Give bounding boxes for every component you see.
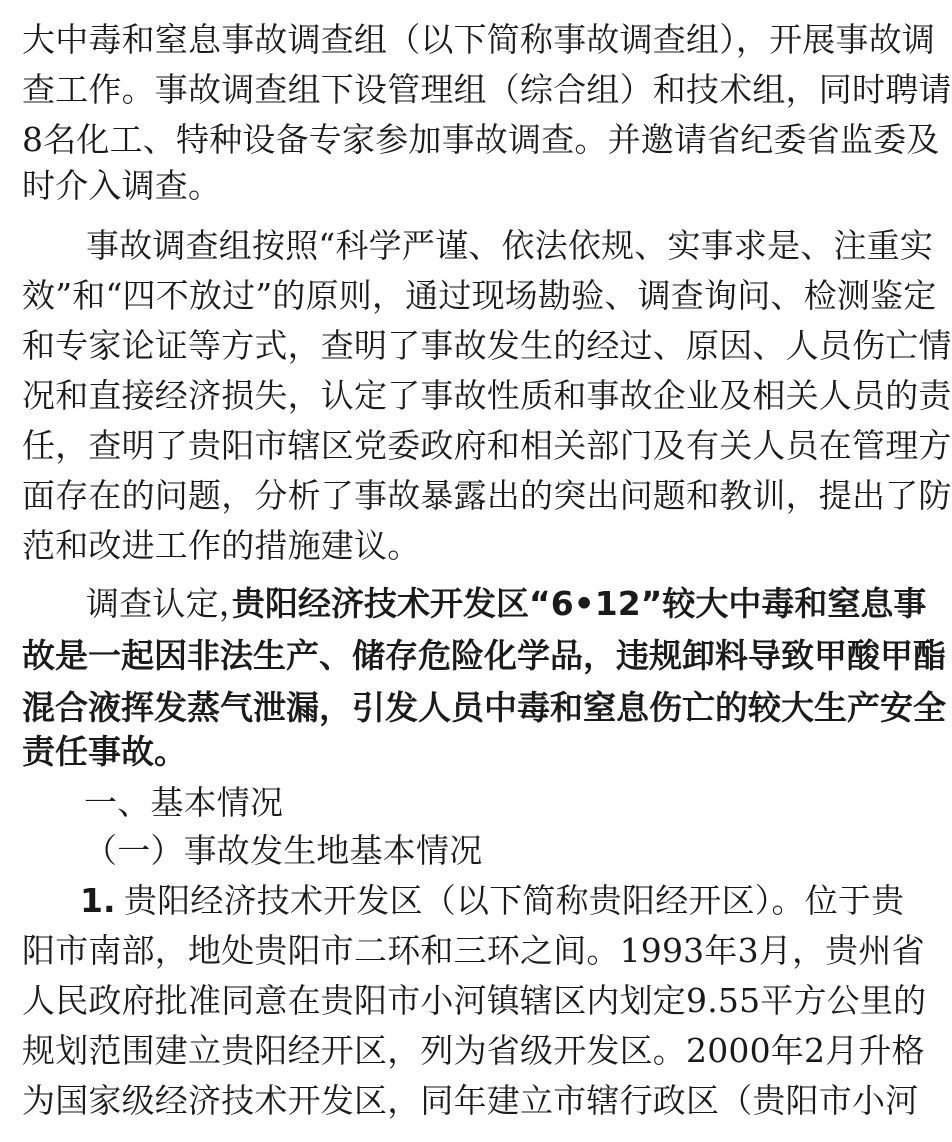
text-line-20: 人民政府批准同意在贵阳市小河镇辖区内划定9.55平方公里的 <box>22 981 927 1020</box>
text-line-3: 8名化工、特种设备专家参加事故调查。并邀请省纪委省监委及 <box>22 120 940 159</box>
text-line-10: 面存在的问题，分析了事故暴露出的突出问题和教训，提出了防 <box>22 476 952 515</box>
text-line-22: 为国家级经济技术开发区，同年建立市辖行政区（贵阳市小河 <box>22 1081 919 1120</box>
item-number: 1. <box>80 881 116 920</box>
text-line-19: 阳市南部，地处贵阳市二环和三环之间。1993年3月，贵州省 <box>22 931 925 970</box>
text-line-12-lead: 调查认定， <box>86 584 252 623</box>
text-line-12-bold: 贵阳经济技术开发区“6•12”较大中毒和窒息事 <box>232 584 927 623</box>
text-line-11: 范和改进工作的措施建议。 <box>22 526 421 565</box>
text-line-6: 效”和“四不放过”的原则，通过现场勘验、调查询问、检测鉴定 <box>22 276 937 315</box>
text-line-5: 事故调查组按照“科学严谨、依法依规、实事求是、注重实 <box>86 226 934 265</box>
section-heading: 一、基本情况 <box>84 783 284 822</box>
text-line-14: 混合液挥发蒸气泄漏，引发人员中毒和窒息伤亡的较大生产安全 <box>22 688 946 727</box>
text-line-8: 况和直接经济损失，认定了事故性质和事故企业及相关人员的责 <box>22 376 952 415</box>
text-line-9: 任，查明了贵阳市辖区党委政府和相关部门及有关人员在管理方 <box>22 426 952 465</box>
text-line-4: 时介入调查。 <box>22 166 222 205</box>
text-line-18: 贵阳经济技术开发区（以下简称贵阳经开区）。位于贵 <box>124 881 905 920</box>
text-line-21: 规划范围建立贵阳经开区，列为省级开发区。2000年2月升格 <box>22 1031 925 1070</box>
text-line-15: 责任事故。 <box>22 732 187 771</box>
text-line-2: 查工作。事故调查组下设管理组（综合组）和技术组，同时聘请 <box>22 70 952 109</box>
text-line-7: 和专家论证等方式，查明了事故发生的经过、原因、人员伤亡情 <box>22 326 952 365</box>
text-line-13: 故是一起因非法生产、储存危险化学品，违规卸料导致甲酸甲酯 <box>22 636 946 675</box>
text-line-1: 大中毒和窒息事故调查组（以下简称事故调查组），开展事故调 <box>22 20 936 59</box>
subsection-heading: （一）事故发生地基本情况 <box>84 831 483 870</box>
